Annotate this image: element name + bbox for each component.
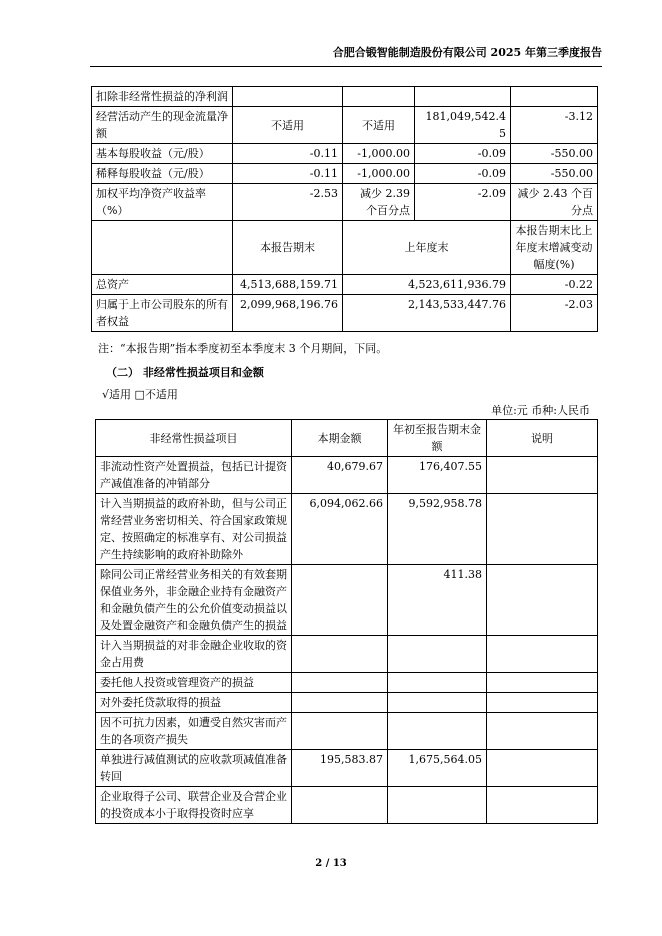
cell: 不适用 <box>233 107 343 144</box>
cell <box>292 787 388 824</box>
table-row <box>96 565 598 636</box>
cell <box>487 693 598 713</box>
cell: 减少 2.39 个百分点 <box>343 184 415 221</box>
column-header: 非经常性损益项目 <box>96 420 292 457</box>
row-label: 稀释每股收益（元/股） <box>92 164 233 184</box>
cell: -550.00 <box>511 164 598 184</box>
cell <box>388 693 487 713</box>
row-label: 归属于上市公司股东的所有者权益 <box>92 295 233 332</box>
table-row <box>92 275 598 295</box>
cell <box>487 673 598 693</box>
table-row <box>92 87 598 107</box>
cell: 减少 2.43 个百分点 <box>511 184 598 221</box>
table-row <box>92 107 598 144</box>
table-row <box>96 787 598 824</box>
cell: -1,000.00 <box>343 144 415 164</box>
cell: -0.09 <box>415 144 511 164</box>
cell: 2,143,533,447.76 <box>343 295 511 332</box>
page-number: 2 / 13 <box>315 858 347 869</box>
cell <box>511 87 598 107</box>
cell: 2,099,968,196.76 <box>233 295 343 332</box>
table-row <box>92 295 598 332</box>
section-title: （二） 非经常性损益项目和金额 <box>106 366 264 379</box>
table-row <box>96 636 598 673</box>
cell <box>487 565 598 636</box>
currency-unit: 单位:元 币种:人民币 <box>491 404 590 417</box>
table-row <box>92 164 598 184</box>
row-label: 企业取得子公司、联营企业及合营企业的投资成本小于取得投资时应享 <box>96 787 292 824</box>
cell <box>292 713 388 750</box>
table-row <box>96 494 598 565</box>
table-header <box>96 420 598 457</box>
table-row <box>92 144 598 164</box>
column-header: 本报告期末比上年度末增减变动幅度(%) <box>511 221 598 275</box>
cell <box>292 636 388 673</box>
table-note: 注：“本报告期”指本季度初至本季度末 3 个月期间，下同。 <box>98 342 388 355</box>
row-label: 计入当期损益的对非金融企业收取的资金占用费 <box>96 636 292 673</box>
row-label: 因不可抗力因素，如遭受自然灾害而产生的各项资产损失 <box>96 713 292 750</box>
cell <box>487 750 598 787</box>
column-header: 上年度末 <box>343 221 511 275</box>
table-row <box>96 673 598 693</box>
cell <box>292 693 388 713</box>
cell: 40,679.67 <box>292 457 388 494</box>
report-header: 合肥合锻智能制造股份有限公司 2025 年第三季度报告 <box>90 44 602 67</box>
cell: -0.09 <box>415 164 511 184</box>
cell <box>487 457 598 494</box>
cell <box>388 673 487 693</box>
column-header: 说明 <box>487 420 598 457</box>
financial-indicators-table <box>91 86 598 332</box>
row-label: 总资产 <box>92 275 233 295</box>
cell <box>487 494 598 565</box>
cell: -0.22 <box>511 275 598 295</box>
cell <box>388 787 487 824</box>
table-row <box>92 184 598 221</box>
row-label: 基本每股收益（元/股） <box>92 144 233 164</box>
row-label: 加权平均净资产收益率（%） <box>92 184 233 221</box>
cell: 9,592,958.78 <box>388 494 487 565</box>
cell <box>487 636 598 673</box>
column-header: 本期金额 <box>292 420 388 457</box>
row-label: 计入当期损益的政府补助，但与公司正常经营业务密切相关、符合国家政策规定、按照确定的标准享有、对公司损益产生持续影响的政府补助除外 <box>96 494 292 565</box>
cell <box>388 636 487 673</box>
cell: -2.09 <box>415 184 511 221</box>
cell: 195,583.87 <box>292 750 388 787</box>
row-label: 扣除非经常性损益的净利润 <box>92 87 233 107</box>
cell: 4,513,688,159.71 <box>233 275 343 295</box>
table-row <box>96 693 598 713</box>
table-row <box>96 457 598 494</box>
row-label: 单独进行减值测试的应收款项减值准备转回 <box>96 750 292 787</box>
cell: 4,523,611,936.79 <box>343 275 511 295</box>
cell: 411.38 <box>388 565 487 636</box>
applicability-checkbox-text: √适用 □不适用 <box>102 388 178 401</box>
cell <box>388 713 487 750</box>
cell <box>292 673 388 693</box>
table-row <box>96 750 598 787</box>
row-label: 非流动性资产处置损益，包括已计提资产减值准备的冲销部分 <box>96 457 292 494</box>
cell: 176,407.55 <box>388 457 487 494</box>
cell: 6,094,062.66 <box>292 494 388 565</box>
cell <box>233 87 343 107</box>
cell <box>415 87 511 107</box>
cell: -550.00 <box>511 144 598 164</box>
cell: -2.03 <box>511 295 598 332</box>
row-label: 对外委托贷款取得的损益 <box>96 693 292 713</box>
cell: -2.53 <box>233 184 343 221</box>
cell: 181,049,542.45 <box>415 107 511 144</box>
cell <box>487 713 598 750</box>
non-recurring-items-table <box>95 419 598 824</box>
cell: 不适用 <box>343 107 415 144</box>
row-label: 委托他人投资或管理资产的损益 <box>96 673 292 693</box>
cell <box>343 87 415 107</box>
table-row <box>96 713 598 750</box>
cell: -3.12 <box>511 107 598 144</box>
row-label: 除同公司正常经营业务相关的有效套期保值业务外，非金融企业持有金融资产和金融负债产生的公允价值变动损益以及处置金融资产和金融负债产生的损益 <box>96 565 292 636</box>
column-header: 年初至报告期末金额 <box>388 420 487 457</box>
cell: 1,675,564.05 <box>388 750 487 787</box>
table-subheader <box>92 221 598 275</box>
column-header: 本报告期末 <box>233 221 343 275</box>
cell: -1,000.00 <box>343 164 415 184</box>
row-label: 经营活动产生的现金流量净额 <box>92 107 233 144</box>
cell: -0.11 <box>233 144 343 164</box>
cell: -0.11 <box>233 164 343 184</box>
cell <box>92 221 233 275</box>
cell <box>487 787 598 824</box>
cell <box>292 565 388 636</box>
